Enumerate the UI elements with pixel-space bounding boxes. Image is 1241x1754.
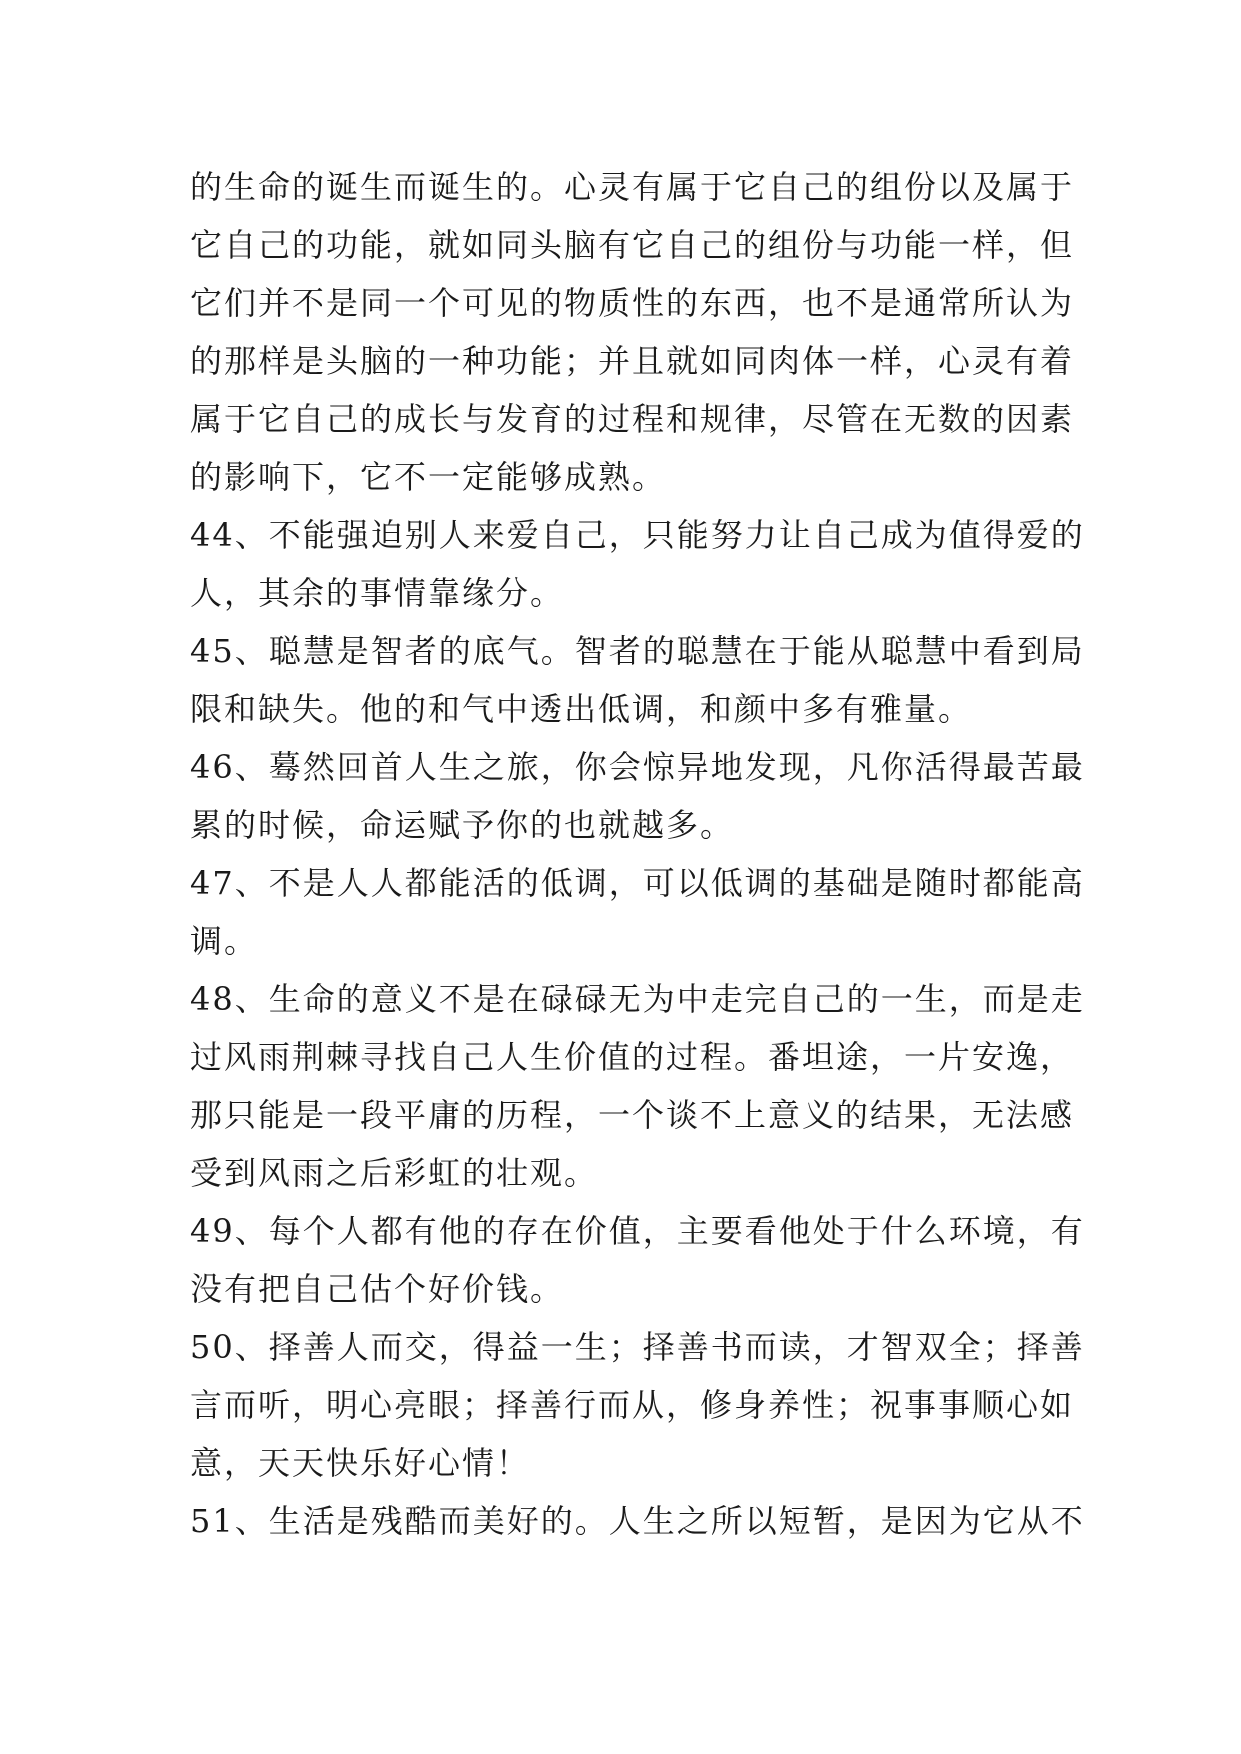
text-line: 它自己的功能，就如同头脑有它自己的组份与功能一样，但	[190, 226, 1075, 264]
text-line: 45、聪慧是智者的底气。智者的聪慧在于能从聪慧中看到局	[190, 632, 1085, 670]
text-line: 调。	[190, 922, 259, 960]
text-line: 累的时候，命运赋予你的也就越多。	[190, 806, 735, 844]
text-line: 言而听，明心亮眼；择善行而从，修身养性；祝事事顺心如	[190, 1386, 1075, 1424]
text-line: 过风雨荆棘寻找自己人生价值的过程。番坦途，一片安逸，	[190, 1038, 1075, 1076]
document-body	[190, 158, 1085, 1550]
text-line: 的生命的诞生而诞生的。心灵有属于它自己的组份以及属于	[190, 168, 1075, 206]
text-line: 属于它自己的成长与发育的过程和规律，尽管在无数的因素	[190, 400, 1075, 438]
text-line: 意，天天快乐好心情！	[190, 1444, 531, 1482]
text-line: 49、每个人都有他的存在价值，主要看他处于什么环境，有	[190, 1212, 1085, 1250]
text-line: 47、不是人人都能活的低调，可以低调的基础是随时都能高	[190, 864, 1085, 902]
text-line: 的那样是头脑的一种功能；并且就如同肉体一样，心灵有着	[190, 342, 1075, 380]
text-line: 它们并不是同一个可见的物质性的东西，也不是通常所认为	[190, 284, 1075, 322]
text-line: 48、生命的意义不是在碌碌无为中走完自己的一生，而是走	[190, 980, 1085, 1018]
text-line: 限和缺失。他的和气中透出低调，和颜中多有雅量。	[190, 690, 973, 728]
text-line: 46、蓦然回首人生之旅，你会惊异地发现，凡你活得最苦最	[190, 748, 1085, 786]
text-line: 那只能是一段平庸的历程，一个谈不上意义的结果，无法感	[190, 1096, 1075, 1134]
text-line: 44、不能强迫别人来爱自己，只能努力让自己成为值得爱的	[190, 516, 1085, 554]
text-line: 没有把自己估个好价钱。	[190, 1270, 565, 1308]
text-line: 50、择善人而交，得益一生；择善书而读，才智双全；择善	[190, 1328, 1085, 1366]
text-line: 51、生活是残酷而美好的。人生之所以短暂，是因为它从不	[190, 1502, 1085, 1540]
text-line: 受到风雨之后彩虹的壮观。	[190, 1154, 599, 1192]
text-line: 人，其余的事情靠缘分。	[190, 574, 565, 612]
text-line: 的影响下，它不一定能够成熟。	[190, 458, 667, 496]
